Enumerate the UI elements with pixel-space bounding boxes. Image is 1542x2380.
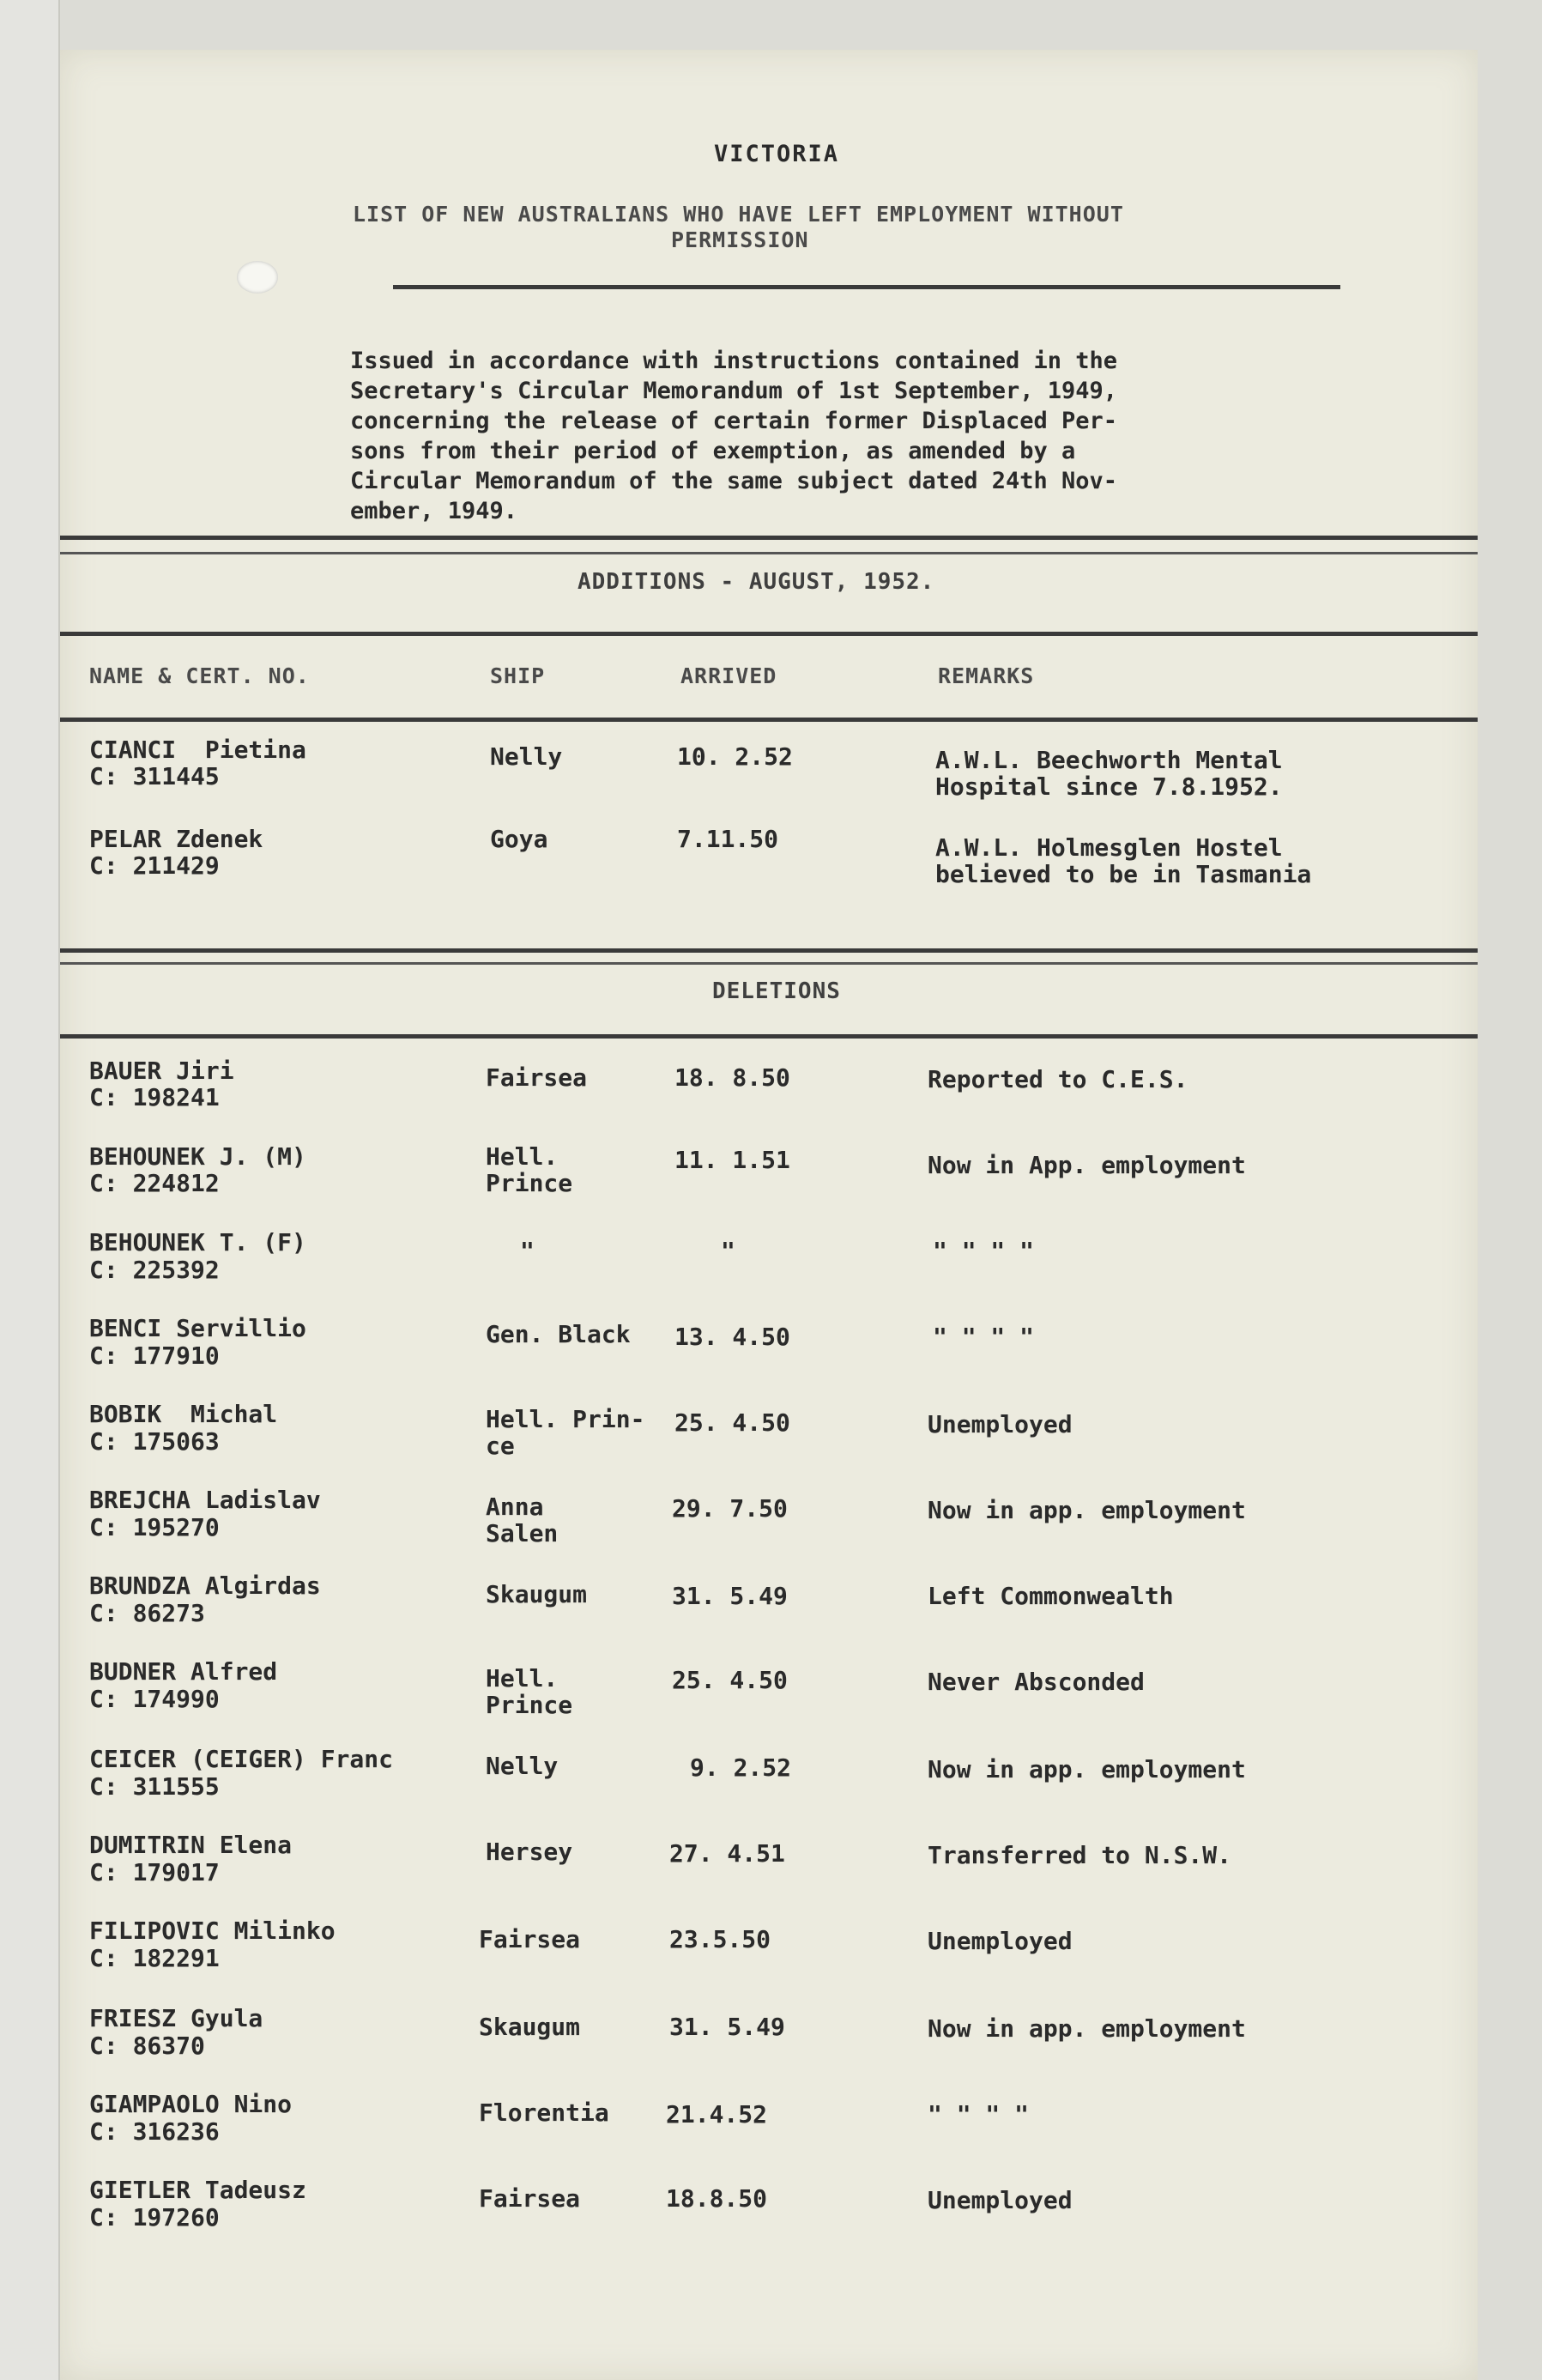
addition-arrived: 10. 2.52 (677, 742, 793, 771)
deletion-cert: C: 175063 (89, 1427, 220, 1456)
deletion-remarks: Unemployed (928, 1927, 1073, 1955)
addition-ship: Nelly (490, 742, 563, 771)
additions-heading: ADDITIONS - AUGUST, 1952. (577, 569, 935, 595)
deletion-name: DUMITRIN Elena (89, 1831, 293, 1859)
deletion-arrived: 25. 4.50 (672, 1666, 788, 1694)
deletion-ship: Skaugum (486, 1580, 588, 1608)
deletion-ship: Nelly (486, 1752, 559, 1780)
deletion-name: GIETLER Tadeusz (89, 2176, 306, 2204)
deletion-arrived: 31. 5.49 (669, 2013, 785, 2041)
deletions-heading: DELETIONS (712, 978, 841, 1004)
deletion-remarks: Now in App. employment (928, 1151, 1246, 1179)
deletion-arrived: 9. 2.52 (690, 1753, 792, 1782)
deletion-name: BRUNDZA Algirdas (89, 1572, 321, 1600)
addition-arrived: 7.11.50 (677, 825, 779, 853)
addition-name: CIANCI Pietina (89, 736, 306, 764)
deletion-arrived: 11. 1.51 (674, 1146, 790, 1174)
deletion-cert: C: 177910 (89, 1341, 220, 1370)
punch-hole (237, 261, 278, 294)
deletion-cert: C: 316236 (89, 2117, 220, 2146)
rule-above-columns (60, 632, 1478, 636)
deletion-remarks: Transferred to N.S.W. (928, 1841, 1232, 1869)
deletion-cert: C: 224812 (89, 1169, 220, 1197)
title-underline (393, 285, 1340, 289)
document-sheet (60, 50, 1478, 2380)
deletion-cert: C: 195270 (89, 1513, 220, 1541)
deletion-cert: C: 86273 (89, 1599, 205, 1627)
deletion-cert: C: 197260 (89, 2203, 220, 2232)
deletion-arrived: 13. 4.50 (674, 1323, 790, 1351)
deletion-ship: Florentia (479, 2098, 609, 2127)
deletion-arrived: 25. 4.50 (674, 1408, 790, 1437)
column-header-remarks: REMARKS (938, 663, 1035, 688)
deletion-ship: " (520, 1237, 535, 1265)
deletion-ship: Hell. Prin- ce (486, 1405, 645, 1460)
intro-paragraph: Issued in accordance with instructions contained in the Secretary's Circular Memorandum of 1st September, 1949, concerning the release of certain former Displaced Per- sons from their period of exemption, as amended by a Circular Memorandum of the same subject dated 24th Nov- ember, 1949. (350, 348, 1118, 524)
deletion-remarks: Unemployed (928, 1410, 1073, 1438)
deletion-name: BAUER Jiri (89, 1057, 234, 1085)
deletion-ship: Fairsea (479, 1925, 581, 1953)
rule-above-deletions (60, 948, 1478, 953)
deletion-name: FILIPOVIC Milinko (89, 1917, 336, 1945)
deletion-ship: Gen. Black (486, 1320, 631, 1348)
deletion-cert: C: 86370 (89, 2032, 205, 2060)
deletion-ship: Fairsea (486, 1063, 588, 1092)
deletion-arrived: 18. 8.50 (674, 1063, 790, 1092)
deletion-cert: C: 198241 (89, 1083, 220, 1111)
column-header-ship: SHIP (490, 663, 546, 688)
deletion-arrived: 21.4.52 (666, 2100, 768, 2129)
deletion-remarks: Now in app. employment (928, 2014, 1246, 2043)
deletion-remarks: " " " " (933, 1237, 1035, 1265)
deletion-name: BUDNER Alfred (89, 1657, 278, 1686)
rule-below-columns (60, 718, 1478, 722)
deletion-name: BENCI Servillio (89, 1314, 306, 1342)
subtitle-line-1: LIST OF NEW AUSTRALIANS WHO HAVE LEFT EMPLOYMENT WITHOUT (353, 202, 1124, 227)
addition-remarks: A.W.L. Holmesglen Hostel believed to be in Tasmania (935, 833, 1312, 888)
deletion-remarks: " " " " (933, 1323, 1035, 1351)
deletion-ship: Hersey (486, 1838, 573, 1866)
deletion-remarks: Unemployed (928, 2186, 1073, 2214)
deletion-name: BREJCHA Ladislav (89, 1486, 321, 1514)
deletion-ship: Hell. Prince (486, 1142, 573, 1197)
deletion-name: CEICER (CEIGER) Franc (89, 1745, 394, 1773)
rule-above-deletions-2 (60, 962, 1478, 965)
column-header-name: NAME & CERT. NO. (89, 663, 310, 688)
addition-name: PELAR Zdenek (89, 825, 263, 853)
deletion-remarks: Never Absconded (928, 1668, 1145, 1696)
deletion-arrived: 23.5.50 (669, 1925, 771, 1953)
deletion-ship: Fairsea (479, 2184, 581, 2213)
column-header-arrived: ARRIVED (680, 663, 777, 688)
page-title: VICTORIA (714, 141, 840, 167)
deletion-remarks: Reported to C.E.S. (928, 1065, 1188, 1093)
deletion-ship: Hell. Prince (486, 1664, 573, 1719)
subtitle-line-2: PERMISSION (671, 227, 809, 252)
deletion-remarks: " " " " (928, 2100, 1030, 2129)
deletion-name: FRIESZ Gyula (89, 2004, 263, 2032)
deletion-name: BOBIK Michal (89, 1400, 278, 1428)
deletion-ship: Anna Salen (486, 1493, 559, 1547)
deletion-name: GIAMPAOLO Nino (89, 2090, 293, 2118)
addition-cert: C: 211429 (89, 851, 220, 880)
deletion-arrived: " (721, 1237, 735, 1265)
deletion-cert: C: 179017 (89, 1858, 220, 1886)
deletion-cert: C: 311555 (89, 1772, 220, 1801)
deletion-arrived: 18.8.50 (666, 2184, 768, 2213)
deletion-name: BEHOUNEK J. (M) (89, 1142, 306, 1171)
addition-remarks: A.W.L. Beechworth Mental Hospital since 7.8.1952. (935, 746, 1283, 801)
deletion-arrived: 29. 7.50 (672, 1494, 788, 1523)
deletion-cert: C: 225392 (89, 1256, 220, 1284)
deletion-ship: Skaugum (479, 2013, 581, 2041)
addition-ship: Goya (490, 825, 548, 853)
deletion-remarks: Now in app. employment (928, 1755, 1246, 1783)
rule-above-additions (60, 536, 1478, 540)
deletion-arrived: 31. 5.49 (672, 1582, 788, 1610)
deletion-arrived: 27. 4.51 (669, 1839, 785, 1868)
deletion-cert: C: 174990 (89, 1685, 220, 1713)
scan-margin (0, 0, 60, 2380)
deletion-cert: C: 182291 (89, 1944, 220, 1972)
rule-above-additions-2 (60, 552, 1478, 554)
deletion-remarks: Now in app. employment (928, 1496, 1246, 1524)
deletion-remarks: Left Commonwealth (928, 1582, 1174, 1610)
deletion-name: BEHOUNEK T. (F) (89, 1228, 306, 1257)
rule-below-deletions-heading (60, 1034, 1478, 1039)
addition-cert: C: 311445 (89, 762, 220, 790)
